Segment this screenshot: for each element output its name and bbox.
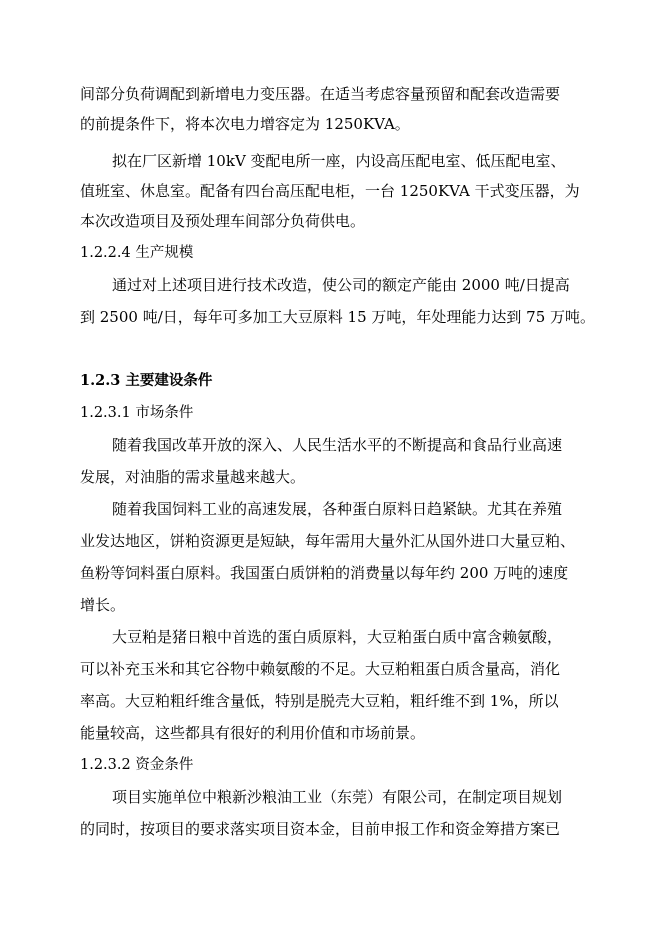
body-line: 值班室、休息室。配备有四台高压配电柜，一台 1250KVA 干式变压器，为	[80, 182, 580, 200]
body-line: 增长。	[80, 596, 126, 614]
body-line: 到 2500 吨/日，每年可多加工大豆原料 15 万吨，年处理能力达到 75 万吨。	[80, 308, 596, 326]
body-line: 率高。大豆粕粗纤维含量低，特别是脱壳大豆粕，粗纤维不到 1%，所以	[80, 692, 559, 710]
body-line: 通过对上述项目进行技术改造，使公司的额定产能由 2000 吨/日提高	[112, 276, 570, 294]
body-line: 的前提条件下，将本次电力增容定为 1250KVA。	[80, 115, 410, 133]
section-heading-1-2-3-1: 1.2.3.1 市场条件	[80, 405, 194, 421]
section-heading-1-2-3: 1.2.3 主要建设条件	[80, 372, 213, 389]
section-heading-1-2-2-4: 1.2.2.4 生产规模	[80, 245, 194, 261]
body-line: 大豆粕是猪日粮中首选的蛋白质原料，大豆粕蛋白质中富含赖氨酸，	[112, 628, 563, 646]
body-line: 业发达地区，饼粕资源更是短缺，每年需用大量外汇从国外进口大量豆粕、	[80, 532, 576, 550]
body-line: 鱼粉等饲料蛋白原料。我国蛋白质饼粕的消费量以每年约 200 万吨的速度	[80, 564, 569, 582]
body-line: 随着我国饲料工业的高速发展，各种蛋白原料日趋紧缺。尤其在养殖	[112, 500, 563, 518]
body-line: 本次改造项目及预处理车间部分负荷供电。	[80, 212, 366, 230]
body-line: 随着我国改革开放的深入、人民生活水平的不断提高和食品行业高速	[112, 436, 563, 454]
body-line: 项目实施单位中粮新沙粮油工业（东莞）有限公司，在制定项目规划	[112, 788, 563, 806]
body-line: 的同时，按项目的要求落实项目资本金，目前申报工作和资金筹措方案已	[80, 820, 561, 838]
body-line: 拟在厂区新增 10kV 变配电所一座，内设高压配电室、低压配电室、	[112, 152, 566, 170]
body-line: 能量较高，这些都具有很好的利用价值和市场前景。	[80, 724, 426, 742]
body-line: 间部分负荷调配到新增电力变压器。在适当考虑容量预留和配套改造需要	[80, 85, 561, 103]
body-line: 可以补充玉米和其它谷物中赖氨酸的不足。大豆粕粗蛋白质含量高，消化	[80, 660, 561, 678]
section-heading-1-2-3-2: 1.2.3.2 资金条件	[80, 757, 194, 773]
body-line: 发展，对油脂的需求量越来越大。	[80, 468, 306, 486]
